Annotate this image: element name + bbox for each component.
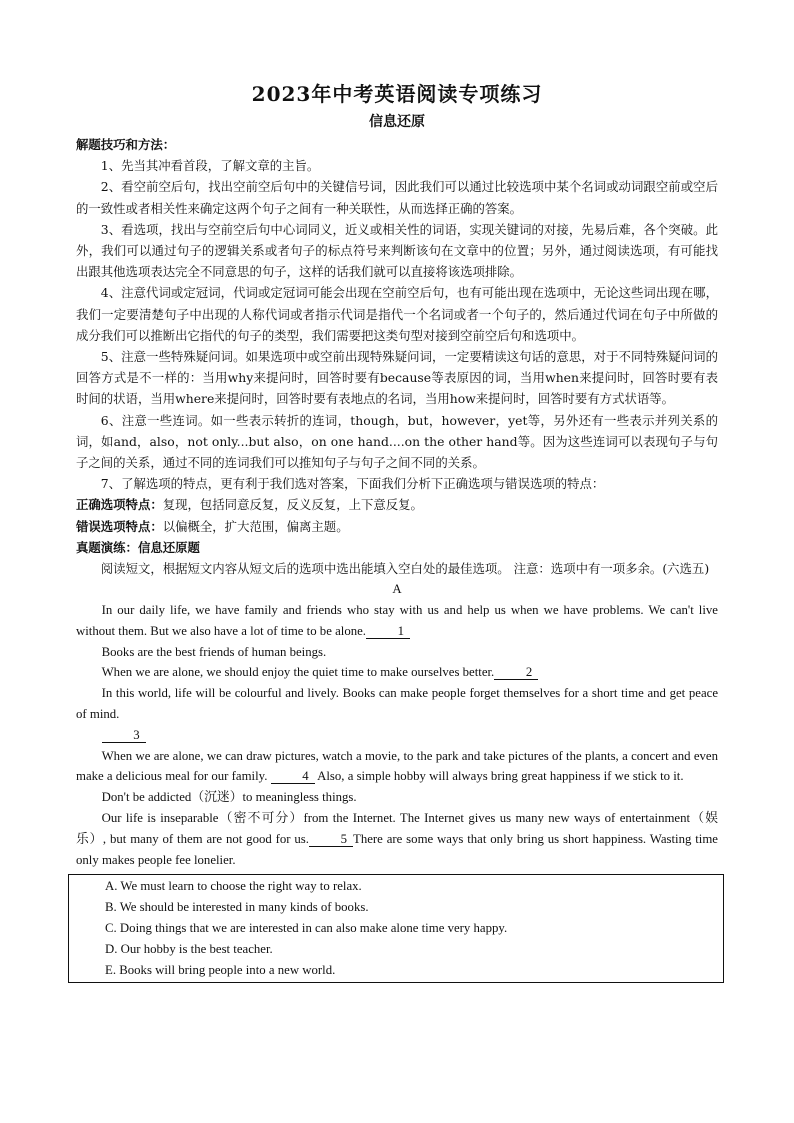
option-c[interactable]: C. Doing things that we are interested in can also make alone time very happy. — [105, 921, 508, 936]
passage-paragraph-7: Don't be addicted（沉迷）to meaningless things. — [101, 790, 357, 805]
options-box — [68, 874, 724, 983]
passage-paragraph-4: In this world, life will be colourful and lively. Books can make people forget themselves for a short time and get peace of mind. — [76, 686, 718, 722]
option-d[interactable]: D. Our hobby is the best teacher. — [105, 941, 273, 956]
blank-4[interactable]: 4 — [271, 769, 315, 784]
blank-3[interactable]: 3 — [102, 728, 146, 743]
tip-5: 5、注意一些特殊疑问词。如果选项中或空前出现特殊疑问词，一定要精读这句话的意思，对于不同特殊疑问词的回答方式是不一样的：当用why来提问时，回答时要有because等表原因的词，当用when来提问时，回答时要有表时间的状语，当用where来提问时，回答时要有表地点的名词，当用how来提问时，回答时要有方式状语等。 — [76, 349, 718, 407]
passage-paragraph-5 — [76, 725, 718, 746]
tip-3: 3、看选项，找出与空前空后句中心词同义，近义或相关性的词语，实现关键词的对接，先易后难，各个突破。此外，我们可以通过句子的逻辑关系或者句子的标点符号来判断该句在文章中的位置；另外，通过阅读选项，有可能找出跟其他选项表达完全不同意思的句子，这样的话我们就可以直接将该选项排除。 — [76, 221, 718, 280]
option-a[interactable]: A. We must learn to choose the right way to relax. — [105, 879, 362, 894]
instructions: 阅读短文，根据短文内容从短文后的选项中选出能填入空白处的最佳选项。 注意：选项中有一项多余。(六选五) — [100, 561, 710, 577]
tips-heading: 解题技巧和方法： — [76, 137, 176, 152]
correct-label: 正确选项特点： — [76, 497, 163, 513]
tip-7: 7、了解选项的特点，更有利于我们选对答案，下面我们分析下正确选项与错误选项的特点： — [100, 476, 605, 492]
wrong-option-features — [76, 516, 718, 537]
tip-2: 2、看空前空后句，找出空前空后句中的关键信号词，因此我们可以通过比较选项中某个名词或动词跟空前或空后的一致性或者相关性来确定这两个句子之间有一种关联性，从而选择正确的答案。 — [76, 179, 718, 216]
blank-2[interactable]: 2 — [494, 665, 538, 680]
tip-6: 6、注意一些连词。如一些表示转折的连词，though，but，however，yet等，另外还有一些表示并列关系的词，如and，also，not only...but also，on one hand....on the other hand等。因为这些连词可以表现句子与句子之间的关系，通过不同的连词我们可以推知句子与句子之间不同的关系。 — [76, 412, 718, 471]
blank-5[interactable]: 5 — [309, 832, 353, 847]
practice-heading: 真题演练：信息还原题 — [76, 539, 200, 555]
correct-text: 复现，包括同意反复，反义反复，上下意反复。 — [162, 497, 423, 513]
passage-paragraph-6: When we are alone, we can draw pictures, watch a movie, to the park and take pictures of the plants, a concert and even make a delicious meal for our family. 4 Also, a simple hobby will always bring great happiness if we stick to it. — [76, 748, 718, 784]
passage-paragraph-1: In our daily life, we have family and friends who stay with us and help us when we have problems. We can't live without them. But we also have a lot of time to be alone. 1 — [76, 603, 718, 638]
document-page — [76, 80, 718, 983]
option-b[interactable]: B. We should be interested in many kinds of books. — [105, 900, 369, 915]
page-subtitle: 信息还原 — [369, 114, 425, 130]
option-e[interactable]: E. Books will bring people into a new world. — [105, 962, 336, 977]
blank-1[interactable]: 1 — [366, 624, 410, 639]
passage-paragraph-8: Our life is inseparable（密不可分）from the Internet. The Internet gives us many new ways of entertainment（娱乐）, but many of them are not good for us. 5 There are some ways that only bring us short happiness. Wasting time only makes people fee lonelier. — [76, 811, 718, 867]
passage-letter: A — [392, 582, 402, 597]
passage-paragraph-2: Books are the best friends of human beings. — [101, 644, 327, 659]
correct-option-features — [76, 494, 718, 515]
page-title: 2023年中考英语阅读专项练习 — [251, 82, 543, 106]
wrong-text: 以偏概全，扩大范围，偏离主题。 — [162, 518, 349, 534]
passage-paragraph-3: When we are alone, we should enjoy the quiet time to make ourselves better. 2 — [76, 662, 718, 683]
tip-1: 1、先当其冲看首段，了解文章的主旨。 — [100, 158, 320, 174]
wrong-label: 错误选项特点： — [76, 518, 163, 534]
tip-4: 4、注意代词或定冠词，代词或定冠词可能会出现在空前空后句，也有可能出现在选项中，无论这些词出现在哪，我们一定要清楚句子中出现的人称代词或者指示代词是指代一个名词或者一个句子的，然后通过代词在句子中所做的成分我们可以推断出它指代的句子的类型，我们需要把这类句型对接到空前空后句和选项中。 — [76, 285, 718, 343]
